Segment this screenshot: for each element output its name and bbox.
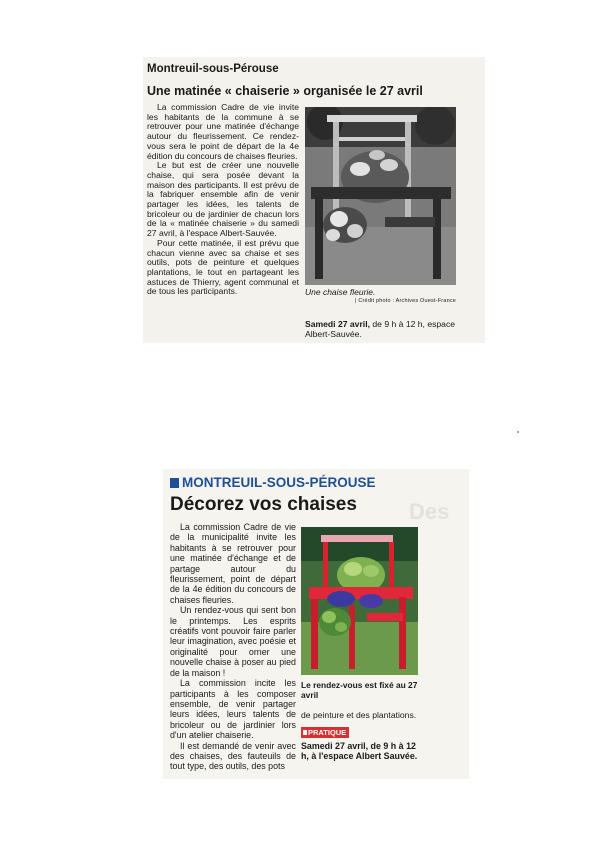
pratique-badge <box>301 727 349 738</box>
photo-caption: Une chaise fleurie. <box>305 287 376 297</box>
article-town <box>170 475 376 490</box>
newspaper-clipping-1 <box>143 57 485 343</box>
article-paragraph: La commission Cadre de vie invite les habitants de la commune à se retrouver pour une matinée d'échange autour du fleurissement. Ce rendez-vous sera le point de départ de la 4e édition du concours de chaises fleuries. <box>147 102 299 161</box>
article-paragraph: Un rendez-vous qui sent bon le printemps. Les esprits créatifs vont pouvoir faire parler leur imagination, avec poésie et originalité pour orner une nouvelle chaise à poser au pied de la maison ! <box>170 605 296 678</box>
event-date: Samedi 27 avril, <box>305 319 370 329</box>
pratique-badge-label: PRATIQUE <box>308 728 347 737</box>
scan-speck <box>517 431 519 433</box>
article-body <box>147 103 299 297</box>
article-paragraph: Pour cette matinée, il est prévu que chacun vienne avec sa chaise et ses outils, pots de peinture et quelques plantations, le tout en partageant les astuces de Thierry, agent communal et de tous les participants. <box>147 237 299 297</box>
article-continuation: de peinture et des plantations. <box>301 710 417 720</box>
square-bullet-icon <box>303 730 307 735</box>
bleed-through-text: Des <box>409 499 450 524</box>
photo-credit: | Crédit photo : Archives Ouest-France <box>355 298 457 304</box>
chair-photo-color <box>301 527 418 675</box>
photo-caption: Le rendez-vous est fixé au 27 avril <box>301 680 418 700</box>
article-paragraph: La commission incite les participants à les composer ensemble, de venir partager leurs idées, leurs talents de bricoleur ou de jardinier lors d'un atelier chaiserie. <box>170 678 296 741</box>
article-town-label: MONTREUIL-SOUS-PÉROUSE <box>182 475 376 490</box>
article-headline: Une matinée « chaiserie » organisée le 27 avril <box>147 84 423 98</box>
article-paragraph: Il est demandé de venir avec des chaises, des fauteuils de tout type, des outils, des pots <box>170 740 296 772</box>
square-bullet-icon <box>170 478 179 488</box>
article-town: Montreuil-sous-Pérouse <box>147 63 279 75</box>
article-paragraph: Le but est de créer une nouvelle chaise, qui sera posée devant la maison des participants. Il est prévu de la fabriquer ensemble afin de venir partager les idées, les talents de bricoleur ou de jardinier de chacun lors de la « matinée chaiserie » du samedi 27 avril, à l'espace Albert-Sauvée. <box>147 160 299 239</box>
article-headline: Décorez vos chaises <box>170 494 357 515</box>
article-body <box>170 522 296 772</box>
event-info: Samedi 27 avril, de 9 h à 12 h, à l'espace Albert Sauvée. <box>301 741 418 762</box>
chair-photo-bw <box>305 107 456 285</box>
event-info <box>305 319 457 339</box>
newspaper-clipping-2 <box>163 469 469 779</box>
article-paragraph: La commission Cadre de vie de la municipalité invite les habitants à se retrouver pour une matinée d'échange et de partage autour du fleurissement, point de départ de la 4e édition du concours de chaises fleuries. <box>170 522 296 605</box>
event-details: de 9 h à 12 h, espace Albert-Sauvée. <box>305 319 456 339</box>
